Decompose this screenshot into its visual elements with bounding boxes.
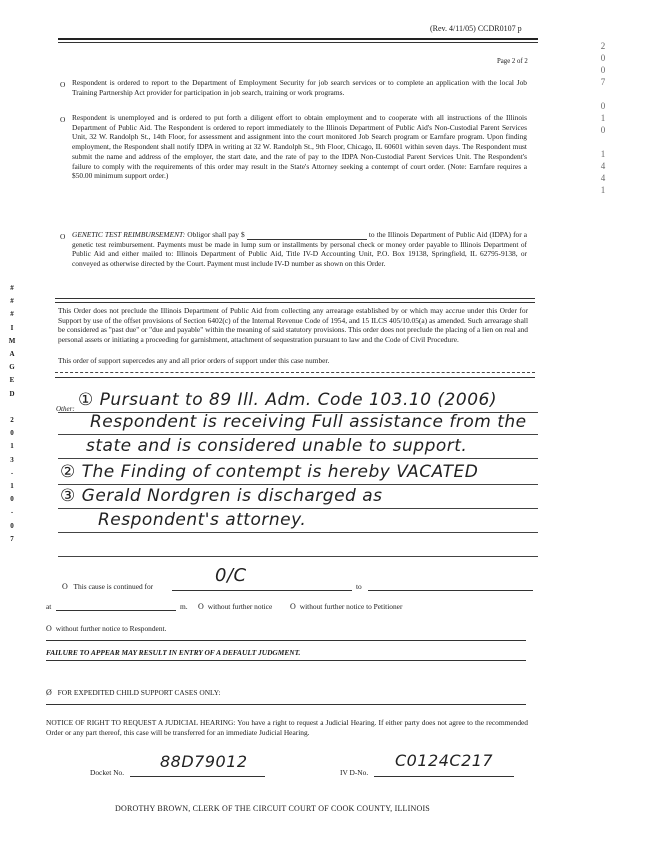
imaged-stamp-char: 0: [10, 429, 14, 438]
right-stamp-char: 0: [600, 101, 606, 111]
imaged-stamp-char: -: [10, 508, 14, 517]
imaged-stamp-char: 0: [10, 521, 14, 530]
without-notice-pet-option[interactable]: [290, 602, 402, 612]
time-field[interactable]: [56, 610, 176, 611]
imaged-stamp-char: -: [10, 468, 14, 477]
imaged-stamp-char: G: [9, 363, 15, 372]
right-stamp-char: [597, 88, 609, 100]
right-stamp-char: 4: [600, 173, 606, 183]
imaged-stamp-char: 2: [10, 416, 14, 425]
checkbox-employment-security[interactable]: O: [60, 80, 66, 89]
m-label: m.: [180, 602, 188, 611]
section-rule-2: [55, 302, 535, 303]
write-line-7: [58, 556, 538, 557]
imaged-stamp-char: D: [9, 389, 15, 398]
checkbox-expedited[interactable]: Ø: [46, 688, 52, 697]
section-rule-5: [46, 640, 526, 641]
without-notice-label: without further notice: [207, 602, 273, 611]
right-stamp-char: 0: [600, 125, 606, 135]
right-stamp-char: 0: [600, 65, 606, 75]
imaged-stamp-char: #: [10, 310, 14, 319]
write-line-3: [58, 458, 538, 459]
ivd-field[interactable]: [374, 776, 514, 777]
write-line-4: [58, 484, 538, 485]
handwritten-line-2: Respondent is receiving Full assistance from the: [90, 412, 527, 432]
write-line-2: [58, 434, 538, 435]
imaged-stamp-char: E: [9, 376, 15, 385]
imaged-stamp-char: 1: [10, 482, 14, 491]
notice-body: You have a right to request a Judicial Hearing. If either party does not agree to the recommended Order or any part thereof, this case will be transferred for an immediate Judicial Hearing.: [46, 718, 529, 737]
right-stamp-char: [597, 136, 609, 148]
continued-label: This cause is continued for: [73, 582, 154, 591]
right-stamp-char: 1: [600, 185, 606, 195]
employment-security-text: Respondent is ordered to report to the Department of Employment Security for job search services or to complete an application with the local Job Training Partnership Act provider for participation in job search, training or work programs.: [72, 78, 527, 97]
supersedes-text: This order of support supercedes any and all prior orders of support under this case number.: [58, 356, 330, 365]
right-stamp-char: 1: [600, 149, 606, 159]
handwritten-line-1: ① Pursuant to 89 Ill. Adm. Code 103.10 (2006): [78, 390, 497, 410]
right-stamp-char: 4: [600, 161, 606, 171]
section-rule-4: [55, 377, 535, 378]
right-stamp-char: 2: [600, 41, 606, 51]
docket-handwritten: 88D79012: [160, 752, 248, 771]
imaged-stamp-char: 1: [10, 442, 14, 451]
right-stamp-char: 1: [600, 113, 606, 123]
imaged-stamp-char: 3: [10, 455, 14, 464]
imaged-stamp-char: 0: [10, 495, 14, 504]
section-rule: [55, 298, 535, 299]
docket-field[interactable]: [130, 776, 265, 777]
handwritten-line-4: ② The Finding of contempt is hereby VACATED: [60, 462, 479, 482]
continued-handwritten: 0/C: [215, 565, 247, 586]
without-notice-option[interactable]: [198, 602, 272, 612]
genetic-test-pre: Obligor shall pay $: [187, 230, 245, 239]
expedited-label: FOR EXPEDITED CHILD SUPPORT CASES ONLY:: [57, 688, 221, 697]
other-label: Other:: [56, 405, 75, 413]
write-line-6: [58, 532, 538, 533]
docket-label: Docket No.: [90, 768, 125, 777]
handwritten-line-3: state and is considered unable to support.: [86, 436, 468, 456]
ivd-handwritten: C0124C217: [395, 751, 494, 770]
without-notice-respondent-label: without further notice to Respondent.: [55, 624, 167, 633]
checkbox-without-notice[interactable]: O: [198, 602, 204, 611]
clerk-footer: DOROTHY BROWN, CLERK OF THE CIRCUIT COURT OF COOK COUNTY, ILLINOIS: [115, 804, 430, 813]
section-rule-3: [55, 372, 535, 373]
checkbox-genetic-test[interactable]: O: [60, 232, 66, 241]
arrearage-text: This Order does not preclude the Illinois Department of Public Aid from collecting any arrearage established by or which may accrue under this Order for Support by use of the offset provisions of Section 6402(c) of the Internal Revenue Code of 1954, and 15 ILCS 405/10.05(a) as amended. Such arrearage shall be considered as "past due" or "due and payable" within the meaning of said statutory provisions. This order does not preclude the placing of a lien on real and personal assets or initiating a proceeding for garnishment, attachment of sequestration pursuant to law and the Code of Civil Procedure.: [58, 306, 528, 345]
without-notice-resp-option[interactable]: [46, 624, 166, 634]
continued-to-label: to: [356, 582, 362, 591]
at-label: at: [46, 602, 52, 611]
header-rule: [58, 38, 538, 40]
imaged-stamp-char: I: [10, 323, 14, 332]
checkbox-without-notice-petitioner[interactable]: O: [290, 602, 296, 611]
right-stamp-char: 0: [600, 53, 606, 63]
genetic-test-label: GENETIC TEST REIMBURSEMENT:: [72, 230, 186, 239]
checkbox-continued[interactable]: O: [62, 582, 68, 591]
notice-title: NOTICE OF RIGHT TO REQUEST A JUDICIAL HEARING:: [46, 718, 236, 727]
continuance-row: [62, 582, 153, 592]
revision-code: (Rev. 4/11/05) CCDR0107 p: [430, 24, 522, 33]
imaged-stamp-char: [6, 401, 18, 414]
continued-field[interactable]: [172, 590, 352, 591]
checkbox-unemployed[interactable]: O: [60, 115, 66, 124]
imaged-stamp-char: M: [8, 336, 16, 345]
section-rule-7: [46, 704, 526, 705]
handwritten-line-6: Respondent's attorney.: [98, 510, 307, 530]
continued-to-field[interactable]: [368, 590, 533, 591]
right-margin-stamp: [597, 40, 609, 196]
without-notice-petitioner-label: without further notice to Petitioner: [299, 602, 403, 611]
header-rule-2: [58, 42, 538, 43]
notice-block: [46, 718, 528, 737]
imaged-stamp-char: #: [10, 284, 14, 292]
default-warning: FAILURE TO APPEAR MAY RESULT IN ENTRY OF A DEFAULT JUDGMENT.: [46, 648, 301, 657]
genetic-test-post: to the Illinois Department of Public Aid: [368, 230, 488, 239]
section-rule-6: [46, 660, 526, 661]
imaged-stamp-char: #: [10, 297, 14, 306]
write-line-5: [58, 508, 538, 509]
imaged-stamp: [6, 282, 18, 546]
ivd-label: IV D-No.: [340, 768, 369, 777]
page-label: Page 2 of 2: [497, 58, 528, 65]
right-stamp-char: 7: [600, 77, 606, 87]
checkbox-without-notice-respondent[interactable]: O: [46, 624, 52, 633]
genetic-test-body: (IDPA) for a genetic test reimbursement. Payments must be made in lump sum or installments by personal check or money order payable to Illinois Department of Public Aid and either mailed to: Illinois Department of Public Aid, Title IV-D Accounting Unit, P.O. Box 19138, Springfield, IL 62795-9138, or conveyed as otherwise directed by the Court. Payment must include IV-D number as shown on this Order.: [72, 230, 528, 269]
imaged-stamp-char: 7: [10, 534, 14, 543]
expedited-row: [46, 688, 221, 698]
handwritten-line-5: ③ Gerald Nordgren is discharged as: [60, 486, 383, 506]
imaged-stamp-char: A: [9, 350, 15, 359]
unemployed-text: Respondent is unemployed and is ordered to put forth a diligent effort to obtain employment and to cooperate with all instructions of the Illinois Department of Public Aid. The Respondent is ordered to report immediately to the Illinois Department of Public Aid's Non-Custodial Parent Services Unit, 32 W. Randolph St., 14th Floor, for assessment and assignment into the court monitored Job Search program or Earnfare program. Upon finding employment, the Respondent shall notify IDPA in writing at 32 W. Randolph St., 9th Floor, Chicago, IL 60601 within seven days. The Respondent must submit the name and address of the employer, the start date, and the rate of pay to the IDPA Non-Custodial Parent Services Unit. The Respondent's failure to comply with the requirements of this order may result in the State's Attorney seeking a contempt of court order. (Note: Earnfare requires a $50.00 minimum support order.): [72, 113, 527, 181]
genetic-test-block: [72, 230, 527, 269]
